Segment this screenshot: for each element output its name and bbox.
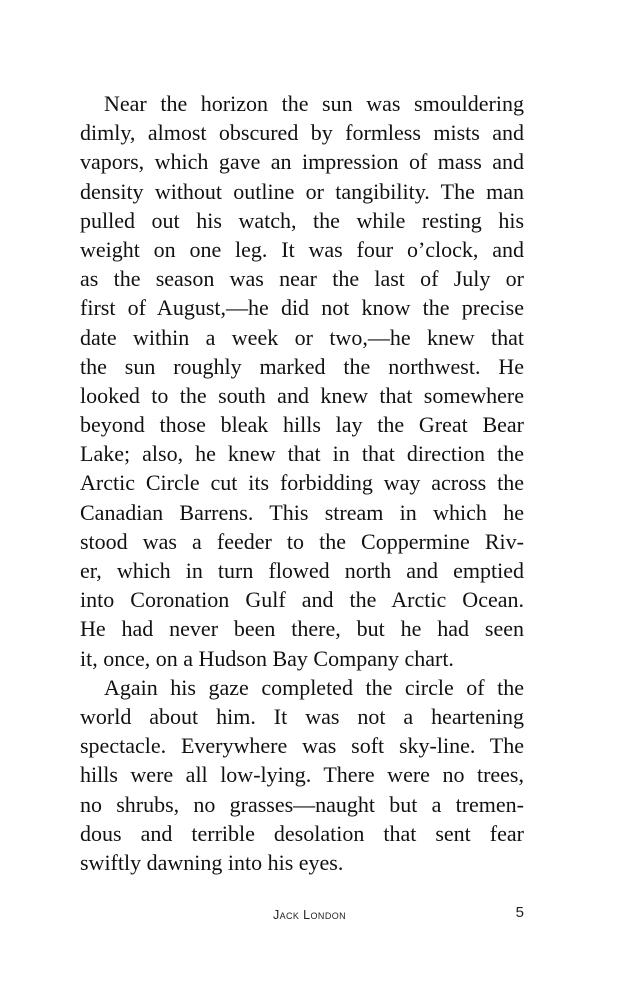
text-line: hills were all low-lying. There were no trees, bbox=[80, 762, 524, 788]
text-line: no shrubs, no grasses—naught but a tremen- bbox=[80, 791, 524, 817]
text-line: Near the horizon the sun was smouldering bbox=[104, 91, 524, 116]
text-line: dimly, almost obscured by formless mists and bbox=[80, 120, 524, 146]
text-line: beyond those bleak hills lay the Great Bear bbox=[80, 412, 524, 438]
text-line: world about him. It was not a heartening bbox=[80, 703, 524, 729]
running-footer-author: Jack London bbox=[272, 908, 347, 922]
text-line: Lake; also, he knew that in that direction the bbox=[80, 441, 524, 467]
text-line: pulled out his watch, the while resting his bbox=[80, 207, 524, 233]
text-line: er, which in turn flowed north and emptied bbox=[80, 558, 524, 583]
text-line: the sun roughly marked the northwest. He bbox=[80, 353, 524, 379]
text-line: into Coronation Gulf and the Arctic Ocean. bbox=[80, 587, 524, 613]
text-line: density without outline or tangibility. The man bbox=[80, 178, 524, 204]
text-line: Again his gaze completed the circle of the bbox=[104, 674, 524, 700]
text-line: looked to the south and knew that somewhere bbox=[80, 382, 524, 408]
text-line: stood was a feeder to the Coppermine Riv- bbox=[80, 528, 524, 554]
page-number: 5 bbox=[515, 904, 524, 921]
text-line: it, once, on a Hudson Bay Company chart. bbox=[80, 645, 454, 671]
body-text bbox=[80, 89, 524, 877]
text-line: date within a week or two,—he knew that bbox=[80, 324, 524, 350]
text-line: swiftly dawning into his eyes. bbox=[80, 849, 344, 875]
text-line: vapors, which gave an impression of mass and bbox=[80, 149, 524, 175]
text-line: Canadian Barrens. This stream in which he bbox=[80, 499, 524, 525]
text-line: weight on one leg. It was four o’clock, and bbox=[80, 236, 524, 262]
text-line: first of August,—he did not know the precise bbox=[80, 295, 524, 321]
text-line: Arctic Circle cut its forbidding way across the bbox=[80, 470, 524, 496]
text-line: as the season was near the last of July or bbox=[80, 266, 524, 292]
text-line: dous and terrible desolation that sent fear bbox=[80, 820, 524, 846]
text-line: spectacle. Everywhere was soft sky-line. The bbox=[80, 733, 524, 759]
text-line: He had never been there, but he had seen bbox=[80, 616, 524, 642]
